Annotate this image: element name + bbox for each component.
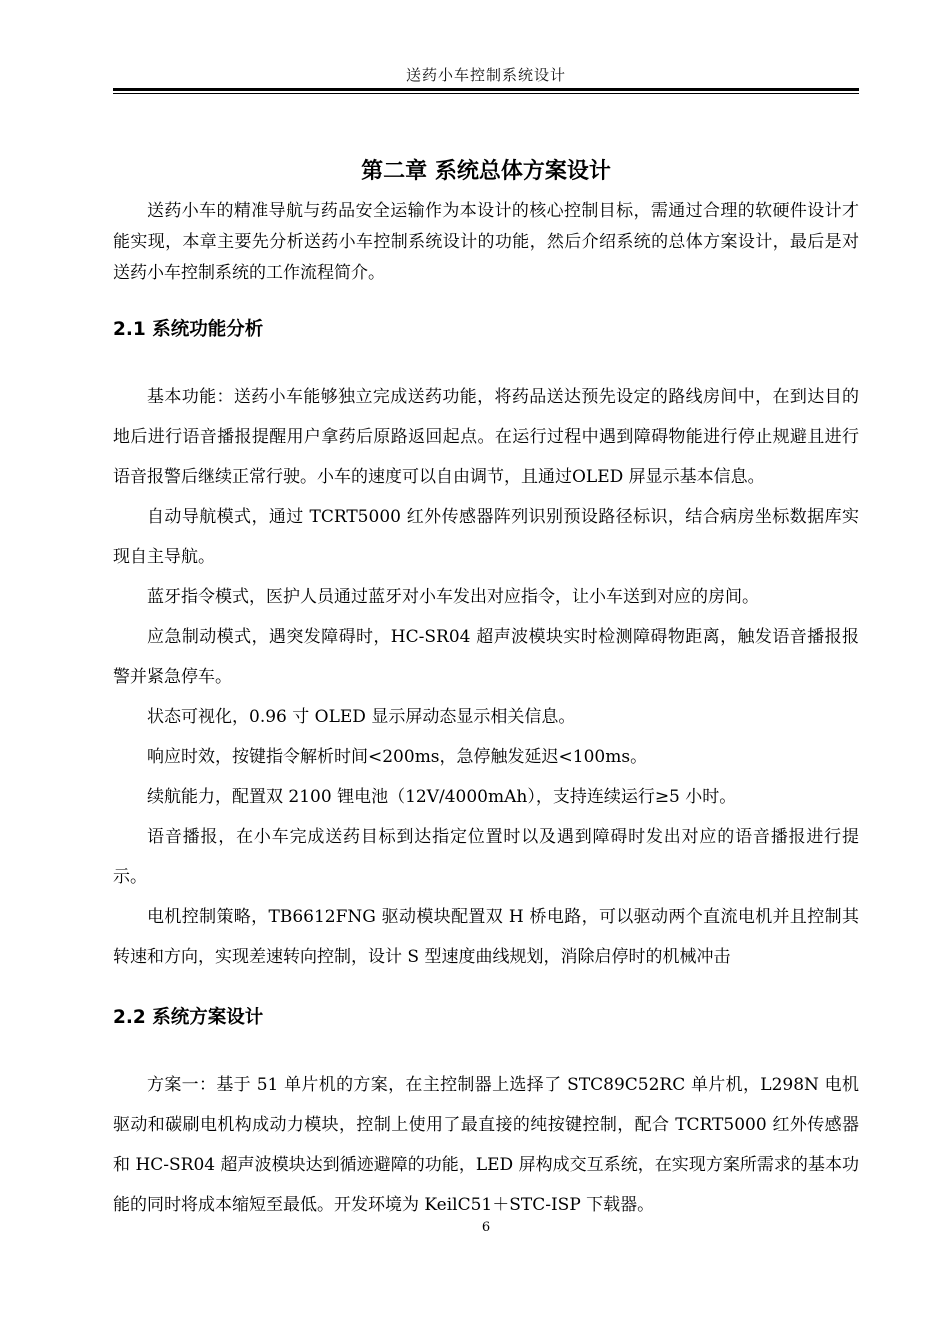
section-2-2-title: 2.2 系统方案设计 (113, 1007, 264, 1028)
page-content (113, 150, 859, 1225)
chapter-title: 第二章 系统总体方案设计 (361, 159, 611, 184)
section-2-1-title: 2.1 系统功能分析 (113, 319, 264, 340)
header-rule-thin (113, 93, 859, 94)
paragraph-battery-life: 续航能力，配置双 2100 锂电池（12V/4000mAh），支持连续运行≥5 小时。 (147, 787, 737, 807)
section-2-2-body (113, 1065, 859, 1225)
chapter-intro-paragraph: 送药小车的精准导航与药品安全运输作为本设计的核心控制目标，需通过合理的软硬件设计才能实现，本章主要先分析送药小车控制系统设计的功能，然后介绍系统的总体方案设计，最后是对送药小车控制系统的工作流程简介。 (113, 201, 859, 283)
paragraph-response-time: 响应时效，按键指令解析时间<200ms，急停触发延迟<100ms。 (147, 747, 648, 767)
paragraph-basic-function: 基本功能：送药小车能够独立完成送药功能，将药品送达预先设定的路线房间中，在到达目的地后进行语音播报提醒用户拿药后原路返回起点。在运行过程中遇到障碍物能进行停止规避且进行语音报警后继续正常行驶。小车的速度可以自由调节，且通过OLED 屏显示基本信息。 (113, 387, 859, 487)
paragraph-scheme-one: 方案一：基于 51 单片机的方案，在主控制器上选择了 STC89C52RC 单片机，L298N 电机驱动和碳刷电机构成动力模块，控制上使用了最直接的纯按键控制，配合 TCRT5000 红外传感器和 HC-SR04 超声波模块达到循迹避障的功能，LED 屏构成交互系统，在实现方案所需求的基本功能的同时将成本缩短至最低。开发环境为 KeilC51＋STC-ISP 下载器。 (113, 1075, 859, 1215)
paragraph-emergency-brake: 应急制动模式，遇突发障碍时，HC-SR04 超声波模块实时检测障碍物距离，触发语音播报报警并紧急停车。 (113, 627, 859, 687)
paragraph-status-display: 状态可视化，0.96 寸 OLED 显示屏动态显示相关信息。 (147, 707, 576, 727)
running-header: 送药小车控制系统设计 (405, 66, 566, 84)
page-number: 6 (481, 1220, 491, 1235)
paragraph-voice-broadcast: 语音播报，在小车完成送药目标到达指定位置时以及遇到障碍时发出对应的语音播报进行提示。 (113, 827, 859, 887)
header-rule-thick (113, 88, 859, 91)
paragraph-bluetooth-mode: 蓝牙指令模式，医护人员通过蓝牙对小车发出对应指令，让小车送到对应的房间。 (147, 587, 759, 607)
paragraph-motor-control: 电机控制策略，TB6612FNG 驱动模块配置双 H 桥电路，可以驱动两个直流电机并且控制其转速和方向，实现差速转向控制，设计 S 型速度曲线规划，消除启停时的机械冲击 (113, 907, 859, 967)
paragraph-auto-navigation: 自动导航模式，通过 TCRT5000 红外传感器阵列识别预设路径标识，结合病房坐标数据库实现自主导航。 (113, 507, 859, 567)
section-2-1-body (113, 377, 859, 977)
